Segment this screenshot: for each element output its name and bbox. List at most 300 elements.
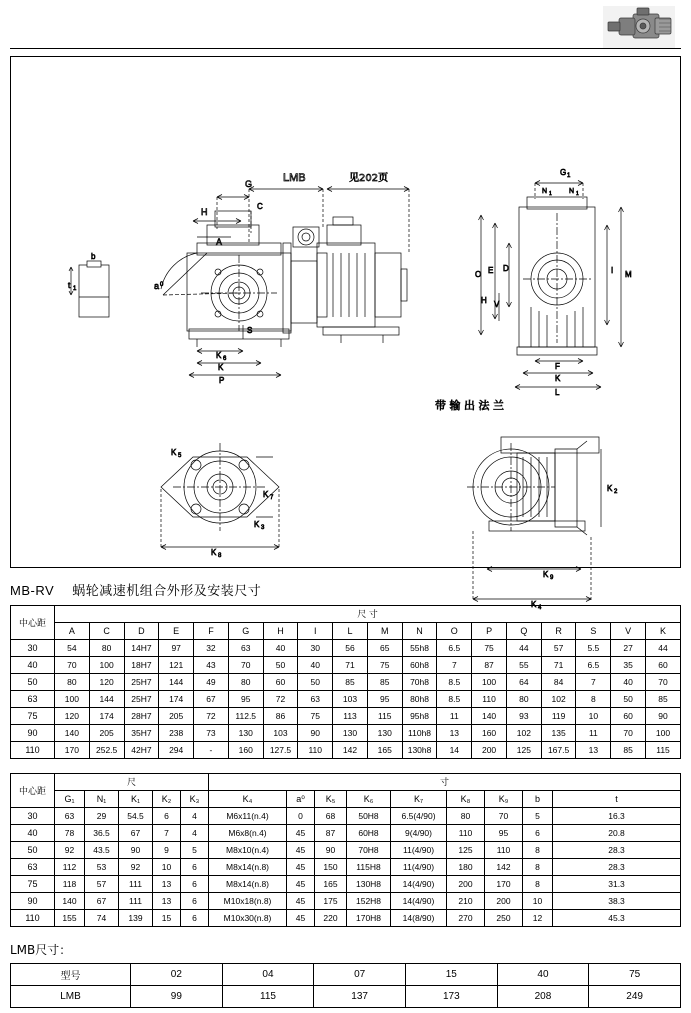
cell: 95 — [228, 691, 263, 708]
cell: M8x14(n.8) — [209, 859, 287, 876]
cell: 25H7 — [124, 691, 159, 708]
cell: 90 — [119, 842, 153, 859]
cell: 53 — [85, 859, 119, 876]
th-A: A — [55, 623, 90, 640]
cell: 14H7 — [124, 640, 159, 657]
table-row — [11, 725, 681, 742]
cell: 110 — [298, 742, 333, 759]
th-K6: K₆ — [347, 791, 391, 808]
svg-text:K: K — [218, 363, 224, 372]
svg-text:G: G — [245, 179, 253, 189]
cell: 38.3 — [553, 893, 681, 910]
cell: 238 — [159, 725, 194, 742]
lmb-value: 115 — [222, 986, 314, 1008]
cell: 205 — [89, 725, 124, 742]
cell: 87 — [472, 657, 507, 674]
cell: 6 — [181, 910, 209, 927]
cell: 115 — [367, 708, 402, 725]
cell: 13 — [153, 893, 181, 910]
cell: 95h8 — [402, 708, 437, 725]
cell: 119 — [541, 708, 576, 725]
cell: 64 — [506, 674, 541, 691]
cell: 95 — [367, 691, 402, 708]
cell: 100 — [472, 674, 507, 691]
cell: 45 — [287, 910, 315, 927]
cell: 14(8/90) — [391, 910, 447, 927]
cell: 144 — [89, 691, 124, 708]
th-H: H — [263, 623, 298, 640]
th-L: L — [333, 623, 368, 640]
cell: 49 — [194, 674, 229, 691]
cell: 170 — [485, 876, 523, 893]
th-G1: G₁ — [55, 791, 85, 808]
mounting-flange-view — [161, 443, 279, 559]
flange-caption: 带 输 出 法 兰 — [435, 399, 504, 412]
table-row — [11, 674, 681, 691]
th-t: t — [553, 791, 681, 808]
cell: 103 — [263, 725, 298, 742]
cell: 102 — [541, 691, 576, 708]
cell: 70 — [611, 725, 646, 742]
th-K5: K₅ — [315, 791, 347, 808]
cell: 144 — [159, 674, 194, 691]
cell: 92 — [55, 842, 85, 859]
cell: 25H7 — [124, 674, 159, 691]
cell-center: 90 — [11, 725, 55, 742]
th-Q: Q — [506, 623, 541, 640]
cell: 8.5 — [437, 674, 472, 691]
cell: 100 — [646, 725, 681, 742]
svg-text:K: K — [211, 548, 217, 557]
cell: 60 — [611, 708, 646, 725]
th-I: I — [298, 623, 333, 640]
cell: 165 — [367, 742, 402, 759]
cell: 160 — [228, 742, 263, 759]
cell: 250 — [485, 910, 523, 927]
cell: 14 — [437, 742, 472, 759]
cell: M6x8(n.4) — [209, 825, 287, 842]
cell: 7 — [576, 674, 611, 691]
cell: 180 — [447, 859, 485, 876]
gearbox-photo-thumbnail — [603, 6, 675, 48]
cell: 118 — [55, 876, 85, 893]
cell: 14(4/90) — [391, 876, 447, 893]
svg-text:6: 6 — [223, 356, 227, 362]
cell: 84 — [541, 674, 576, 691]
cell-center: 30 — [11, 808, 55, 825]
cell: 70h8 — [402, 674, 437, 691]
cell: - — [194, 742, 229, 759]
lmb-value: 249 — [589, 986, 681, 1008]
cell: 75 — [298, 708, 333, 725]
cell: 121 — [159, 657, 194, 674]
cell: 113 — [333, 708, 368, 725]
cell: 167.5 — [541, 742, 576, 759]
th-V: V — [611, 623, 646, 640]
cell: 71 — [333, 657, 368, 674]
cell: 67 — [194, 691, 229, 708]
cell: 142 — [333, 742, 368, 759]
cell: 150 — [315, 859, 347, 876]
svg-text:8: 8 — [218, 553, 222, 559]
th-a0: a⁰ — [287, 791, 315, 808]
cell: 120 — [55, 708, 90, 725]
svg-text:O: O — [475, 270, 482, 279]
cell: 85 — [367, 674, 402, 691]
cell: 56 — [333, 640, 368, 657]
cell: 130H8 — [347, 876, 391, 893]
svg-text:N: N — [569, 188, 575, 195]
cell: 220 — [315, 910, 347, 927]
cell: M10x18(n.8) — [209, 893, 287, 910]
cell: 0 — [287, 808, 315, 825]
svg-text:K: K — [254, 520, 260, 529]
cell: 63 — [298, 691, 333, 708]
table-row — [11, 910, 681, 927]
lmb-model-row — [11, 964, 681, 986]
th-K7: K₇ — [391, 791, 447, 808]
cell: 139 — [119, 910, 153, 927]
table-row — [11, 825, 681, 842]
cell: 13 — [576, 742, 611, 759]
svg-text:K: K — [216, 351, 222, 360]
cell: 90 — [646, 708, 681, 725]
cell: 10 — [576, 708, 611, 725]
svg-text:t: t — [68, 281, 71, 290]
flange-face-view — [475, 168, 632, 397]
cell: 11 — [437, 708, 472, 725]
svg-text:7: 7 — [270, 495, 274, 501]
cell-center: 30 — [11, 640, 55, 657]
cell: 5 — [181, 842, 209, 859]
cell: 85 — [333, 674, 368, 691]
cell: 78 — [55, 825, 85, 842]
cell-center: 63 — [11, 859, 55, 876]
cell: 28.3 — [553, 859, 681, 876]
table-row — [11, 859, 681, 876]
table2-header-group-row — [11, 774, 681, 791]
cell: 30 — [298, 640, 333, 657]
cell: 50 — [263, 657, 298, 674]
cell: 100 — [89, 657, 124, 674]
cell: 60 — [263, 674, 298, 691]
cell: 80 — [55, 674, 90, 691]
lmb-value: 173 — [405, 986, 497, 1008]
th-K8: K₈ — [447, 791, 485, 808]
cell: 72 — [194, 708, 229, 725]
cell: 16.3 — [553, 808, 681, 825]
cell: 50 — [611, 691, 646, 708]
cell: 11(4/90) — [391, 859, 447, 876]
cell: 55 — [506, 657, 541, 674]
cell: 152H8 — [347, 893, 391, 910]
cell: 100 — [55, 691, 90, 708]
lmb-model: 04 — [222, 964, 314, 986]
svg-text:H: H — [201, 207, 208, 217]
svg-text:K: K — [531, 600, 537, 609]
svg-text:A: A — [216, 237, 223, 247]
svg-text:K: K — [555, 374, 561, 383]
svg-text:2: 2 — [614, 489, 618, 495]
cell: 45.3 — [553, 910, 681, 927]
cell: 60H8 — [347, 825, 391, 842]
cell: 155 — [55, 910, 85, 927]
cell: 200 — [485, 893, 523, 910]
cell: 57 — [85, 876, 119, 893]
cell: 175 — [315, 893, 347, 910]
cell-center: 40 — [11, 825, 55, 842]
table-row — [11, 808, 681, 825]
cell: 54.5 — [119, 808, 153, 825]
th-K4: K₄ — [209, 791, 287, 808]
cell: 14(4/90) — [391, 893, 447, 910]
th-b: b — [523, 791, 553, 808]
cell: 8 — [523, 859, 553, 876]
table-row — [11, 893, 681, 910]
cell: 31.3 — [553, 876, 681, 893]
cell: 45 — [287, 893, 315, 910]
cell: 71 — [541, 657, 576, 674]
svg-text:P: P — [219, 376, 225, 385]
cell: 70 — [228, 657, 263, 674]
cell: 125 — [506, 742, 541, 759]
cell: 45 — [287, 825, 315, 842]
svg-text:N: N — [542, 188, 548, 195]
cell: 200 — [472, 742, 507, 759]
cell: 90 — [298, 725, 333, 742]
cell: 135 — [541, 725, 576, 742]
cell: 95 — [485, 825, 523, 842]
cell-center: 110 — [11, 742, 55, 759]
th-K1: K₁ — [119, 791, 153, 808]
cell: 10 — [523, 893, 553, 910]
cell: 80 — [506, 691, 541, 708]
cell: 140 — [472, 708, 507, 725]
cell: 60 — [646, 657, 681, 674]
cell: 55h8 — [402, 640, 437, 657]
cell: 43 — [194, 657, 229, 674]
cell: 170H8 — [347, 910, 391, 927]
col-center-distance-2: 中心距 — [11, 774, 55, 808]
svg-text:1: 1 — [567, 173, 571, 179]
cell: 50 — [298, 674, 333, 691]
cell: 85 — [646, 691, 681, 708]
cell: 65 — [367, 640, 402, 657]
svg-text:F: F — [555, 362, 560, 371]
svg-text:K: K — [171, 448, 177, 457]
cell: 50H8 — [347, 808, 391, 825]
cell: 70 — [485, 808, 523, 825]
th-F: F — [194, 623, 229, 640]
cell: 75 — [367, 657, 402, 674]
page-header — [10, 0, 681, 52]
keyway-detail — [68, 252, 109, 317]
cell: 85 — [611, 742, 646, 759]
table-header-columns-row — [11, 623, 681, 640]
svg-text:1: 1 — [73, 286, 77, 292]
svg-text:I: I — [611, 266, 614, 275]
cell: 12 — [523, 910, 553, 927]
section-heading — [10, 580, 681, 599]
main-assembly-view — [154, 172, 409, 385]
table-row — [11, 742, 681, 759]
svg-text:LMB: LMB — [283, 172, 306, 184]
cell: 70 — [55, 657, 90, 674]
svg-text:a: a — [154, 281, 160, 291]
cell: 110 — [447, 825, 485, 842]
cell: 294 — [159, 742, 194, 759]
table2-header-columns-row — [11, 791, 681, 808]
lmb-row-label-lmb: LMB — [11, 986, 131, 1008]
cell: 5.5 — [576, 640, 611, 657]
col-center-distance: 中心距 — [11, 606, 55, 640]
cell: 174 — [159, 691, 194, 708]
cell: 115H8 — [347, 859, 391, 876]
cell: 68 — [315, 808, 347, 825]
th-N1: N₁ — [85, 791, 119, 808]
lmb-dimensions-table — [10, 963, 681, 1008]
svg-text:4: 4 — [538, 605, 542, 611]
cell: 252.5 — [89, 742, 124, 759]
svg-text:E: E — [488, 266, 494, 275]
cell: 165 — [315, 876, 347, 893]
cell: 44 — [646, 640, 681, 657]
cell: 11(4/90) — [391, 842, 447, 859]
lmb-value: 208 — [497, 986, 589, 1008]
cell-center: 75 — [11, 708, 55, 725]
cell: 18H7 — [124, 657, 159, 674]
svg-text:K: K — [543, 570, 549, 579]
cell: 7 — [153, 825, 181, 842]
cell: 36.5 — [85, 825, 119, 842]
lmb-model: 15 — [405, 964, 497, 986]
cell-center: 90 — [11, 893, 55, 910]
th-O: O — [437, 623, 472, 640]
cell: 102 — [506, 725, 541, 742]
cell-center: 50 — [11, 674, 55, 691]
cell: 97 — [159, 640, 194, 657]
cell: 35H7 — [124, 725, 159, 742]
cell: 40 — [263, 640, 298, 657]
cell: 6.5 — [576, 657, 611, 674]
cell: 170 — [55, 742, 90, 759]
cell: 7 — [437, 657, 472, 674]
cell: 67 — [119, 825, 153, 842]
cell: 67 — [85, 893, 119, 910]
cell: 40 — [611, 674, 646, 691]
cell: 111 — [119, 893, 153, 910]
cell: 57 — [541, 640, 576, 657]
cell: M10x30(n.8) — [209, 910, 287, 927]
cell: 120 — [89, 674, 124, 691]
svg-text:1: 1 — [576, 191, 579, 197]
cell: 74 — [85, 910, 119, 927]
cell: 80 — [89, 640, 124, 657]
cell: 90 — [315, 842, 347, 859]
cell: 210 — [447, 893, 485, 910]
svg-text:K: K — [607, 484, 613, 493]
cell: 6 — [523, 825, 553, 842]
svg-text:G: G — [560, 168, 567, 177]
section-title-text: 蜗轮减速机组合外形及安装尺寸 — [72, 584, 262, 599]
table-row — [11, 842, 681, 859]
cell: 125 — [447, 842, 485, 859]
th-K2: K₂ — [153, 791, 181, 808]
svg-text:L: L — [555, 388, 560, 397]
cell: 93 — [506, 708, 541, 725]
cell: 111 — [119, 876, 153, 893]
cell: 110h8 — [402, 725, 437, 742]
cell: 29 — [85, 808, 119, 825]
th-E: E — [159, 623, 194, 640]
dimensions-table-primary — [10, 605, 681, 759]
svg-text:5: 5 — [178, 453, 182, 459]
cell: 205 — [159, 708, 194, 725]
cell: 6.5(4/90) — [391, 808, 447, 825]
th-K: K — [646, 623, 681, 640]
table-row — [11, 657, 681, 674]
cell: 142 — [485, 859, 523, 876]
cell: 32 — [194, 640, 229, 657]
cell: 5 — [523, 808, 553, 825]
col-group-dimensions: 尺 寸 — [55, 606, 681, 623]
lmb-value-row — [11, 986, 681, 1008]
svg-text:9: 9 — [550, 575, 554, 581]
cell: 115 — [646, 742, 681, 759]
svg-text:M: M — [625, 270, 632, 279]
cell: 10 — [153, 859, 181, 876]
cell: 270 — [447, 910, 485, 927]
lmb-row-label-model: 型号 — [11, 964, 131, 986]
th-D: D — [124, 623, 159, 640]
cell-center: 110 — [11, 910, 55, 927]
th-C: C — [89, 623, 124, 640]
cell: 103 — [333, 691, 368, 708]
cell: 112.5 — [228, 708, 263, 725]
cell: 28.3 — [553, 842, 681, 859]
cell: 130 — [228, 725, 263, 742]
cell: 4 — [181, 808, 209, 825]
cell: 63 — [55, 808, 85, 825]
section-code: MB-RV — [10, 583, 55, 598]
cell: 6 — [153, 808, 181, 825]
cell: M8x14(n.8) — [209, 876, 287, 893]
lmb-model: 02 — [131, 964, 223, 986]
cell: 80h8 — [402, 691, 437, 708]
cell: 63 — [228, 640, 263, 657]
cell: 200 — [447, 876, 485, 893]
lmb-model: 07 — [314, 964, 406, 986]
cell: 112 — [55, 859, 85, 876]
th-M: M — [367, 623, 402, 640]
cell: 110 — [485, 842, 523, 859]
lmb-value: 137 — [314, 986, 406, 1008]
cell: 8 — [523, 876, 553, 893]
cell: 70 — [646, 674, 681, 691]
cell: 140 — [55, 725, 90, 742]
cell: 6 — [181, 859, 209, 876]
cell: 40 — [298, 657, 333, 674]
col-group-dim-left: 尺 — [55, 774, 209, 791]
cell: 4 — [181, 825, 209, 842]
header-divider — [10, 48, 681, 49]
cell: 110 — [472, 691, 507, 708]
svg-text:V: V — [494, 300, 500, 309]
svg-text:0: 0 — [160, 282, 164, 288]
th-G: G — [228, 623, 263, 640]
cell: 8 — [576, 691, 611, 708]
cell: M6x11(n.4) — [209, 808, 287, 825]
